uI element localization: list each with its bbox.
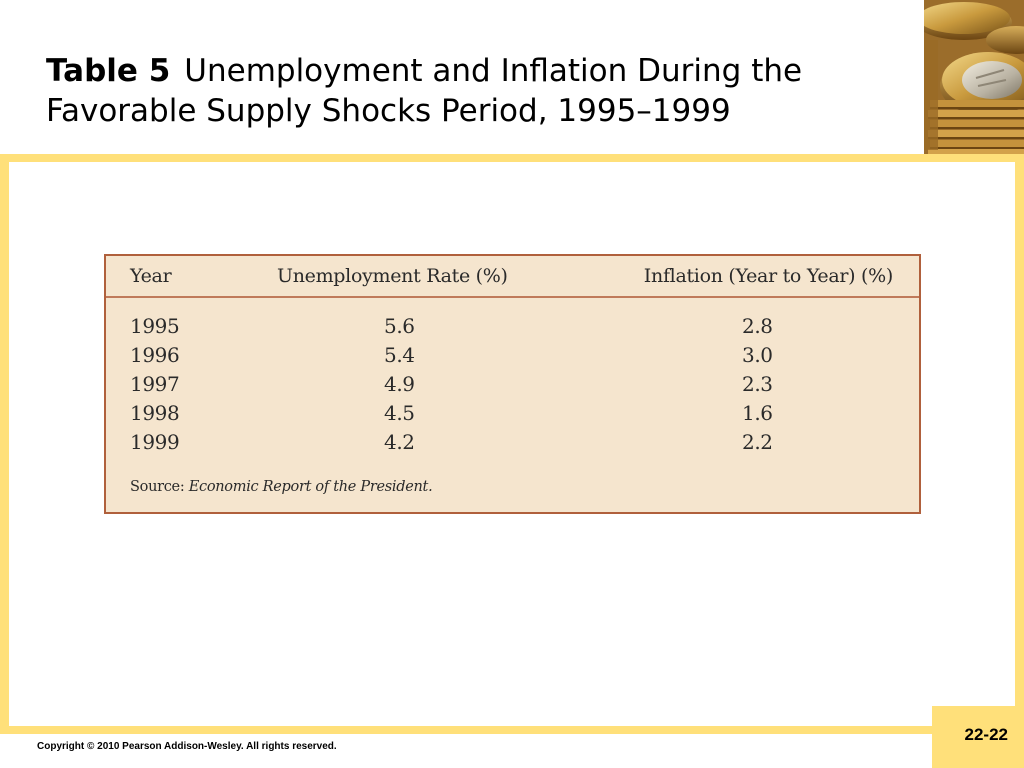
table-title-text: Unemployment and Inflation During the Favorable Supply Shocks Period, 1995–1999 [46,53,803,129]
header-inflation: Inflation (Year to Year) (%) [643,265,893,287]
table-row [106,428,919,457]
cell-inflation: 2.8 [742,314,773,338]
header-unemployment-rate: Unemployment Rate (%) [277,265,508,287]
table-header-row [106,256,919,298]
cell-inflation: 3.0 [742,343,773,367]
table-number-label: Table 5 [46,53,171,89]
table-row [106,312,919,341]
cell-inflation: 2.3 [742,372,773,396]
source-label: Source: [130,479,185,495]
data-table [104,254,921,514]
cell-unemployment: 5.4 [384,343,415,367]
cell-unemployment: 4.5 [384,401,415,425]
page-number: 22-22 [964,725,1008,744]
cell-year: 1996 [130,343,180,367]
cell-year: 1999 [130,430,180,454]
slide-title [46,51,916,131]
table-row [106,370,919,399]
page-number-box [932,706,1024,768]
cell-unemployment: 4.2 [384,430,415,454]
cell-unemployment: 5.6 [384,314,415,338]
table-body [106,312,919,457]
cell-year: 1997 [130,372,180,396]
copyright-notice: Copyright © 2010 Pearson Addison-Wesley. All rights reserved. [37,741,337,752]
cell-inflation: 2.2 [742,430,773,454]
content-panel [9,162,1015,726]
source-title: Economic Report of the President. [188,479,433,495]
table-source-note [130,477,432,497]
content-frame [0,154,1024,734]
cell-unemployment: 4.9 [384,372,415,396]
table-row [106,341,919,370]
cell-year: 1995 [130,314,180,338]
coins-stack-image [924,0,1024,154]
table-row [106,399,919,428]
header-year: Year [130,265,172,287]
cell-inflation: 1.6 [742,401,773,425]
cell-year: 1998 [130,401,180,425]
